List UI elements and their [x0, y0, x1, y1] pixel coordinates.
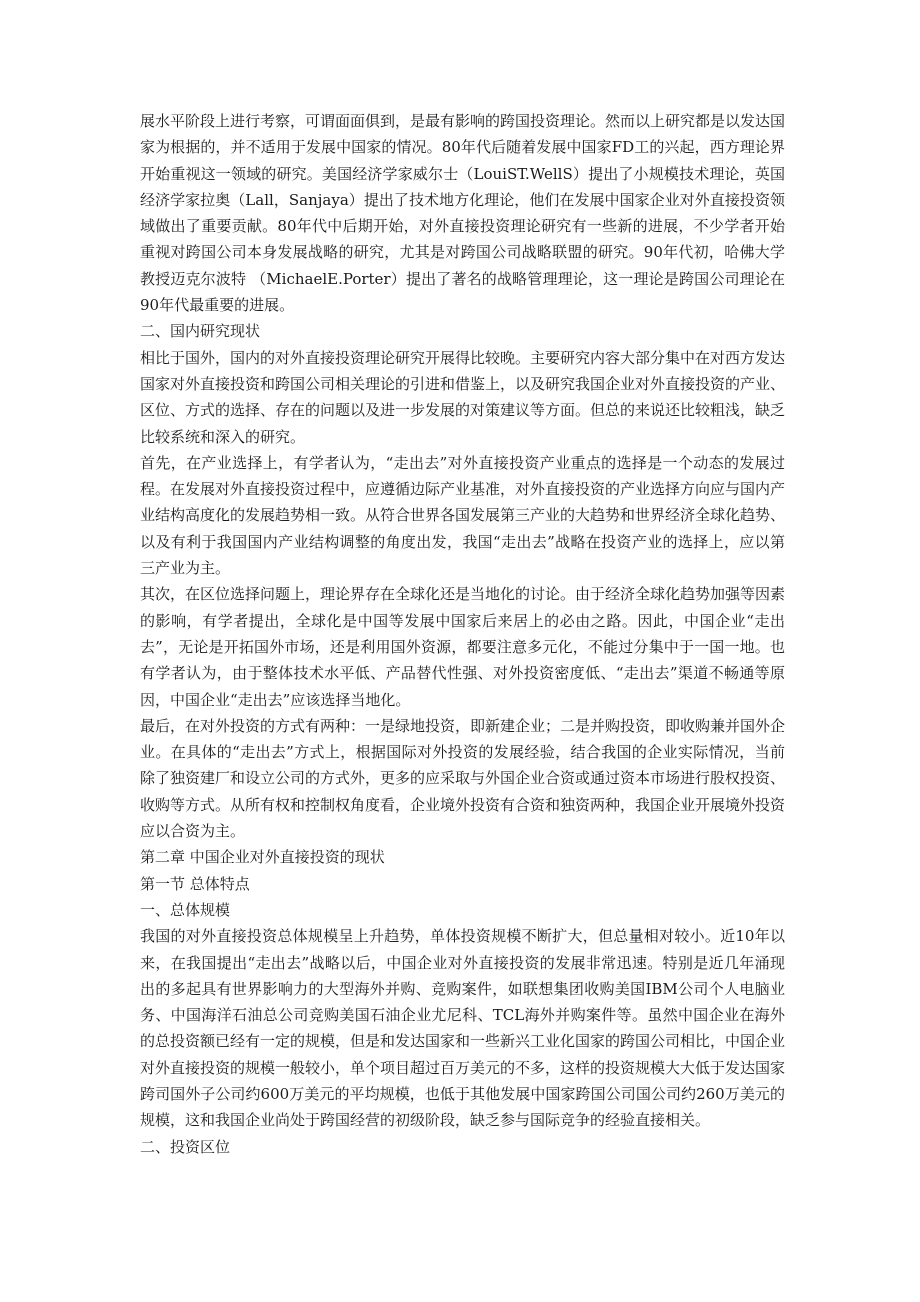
paragraph-overall-scale: 我国的对外直接投资总体规模呈上升趋势，单体投资规模不断扩大，但总量相对较小。近10年以来，在我国提出“走出去”战略以后，中国企业对外直接投资的发展非常迅速。特别是近几年涌现出的多起具有世界影响力的大型海外并购、竞购案件，如联想集团收购美国IBM公司个人电脑业务、中国海洋石油总公司竞购美国石油企业尤尼科、TCL海外并购案件等。虽然中国企业在海外的总投资额已经有一定的规模，但是和发达国家和一些新兴工业化国家的跨国公司相比，中国企业对外直接投资的规模一般较小，单个项目超过百万美元的不多，这样的投资规模大大低于发达国家跨司国外子公司约600万美元的平均规模，也低于其他发展中国家跨国公司国公司约260万美元的规模，这和我国企业尚处于跨国经营的初级阶段，缺乏参与国际竞争的经验直接相关。 — [140, 927, 786, 1130]
paragraph-theory-overview: 展水平阶段上进行考察，可谓面面俱到，是最有影响的跨国投资理论。然而以上研究都是以发达国家为根据的，并不适用于发展中国家的情况。80年代后随着发展中国家FD工的兴起，西方理论界开始重视这一领域的研究。美国经济学家威尔士（LouiST.WellS）提出了小规模技术理论，英国经济学家拉奥（Lall，Sanjaya）提出了技术地方化理论，他们在发展中国家企业对外直接投资领域做出了重要贡献。80年代中后期开始，对外直接投资理论研究有一些新的进展，不少学者开始重视对跨国公司本身发展战略的研究，尤其是对跨国公司战略联盟的研究。90年代初，哈佛大学教授迈克尔波特 （MichaelE.Porter）提出了著名的战略管理理论，这一理论是跨国公司理论在90年代最重要的进展。 — [140, 112, 786, 315]
paragraph-industry-selection: 首先，在产业选择上，有学者认为，“走出去”对外直接投资产业重点的选择是一个动态的发展过程。在发展对外直接投资过程中，应遵循边际产业基准，对外直接投资的产业选择方向应与国内产业结构高度化的发展趋势相一致。从符合世界各国发展第三产业的大趋势和世界经济全球化趋势、以及有利于我国国内产业结构调整的角度出发，我国“走出去”战略在投资产业的选择上，应以第三产业为主。 — [140, 453, 786, 578]
paragraph-investment-mode: 最后，在对外投资的方式有两种：一是绿地投资，即新建企业；二是并购投资，即收购兼并国外企业。在具体的“走出去”方式上，根据国际对外投资的发展经验，结合我国的企业实际情况，当前除了独资建厂和设立公司的方式外，更多的应采取与外国企业合资或通过资本市场进行股权投资、收购等方式。从所有权和控制权角度看，企业境外投资有合资和独资两种，我国企业开展境外投资应以合资为主。 — [140, 716, 786, 841]
paragraph-location-selection: 其次，在区位选择问题上，理论界存在全球化还是当地化的讨论。由于经济全球化趋势加强等因素的影响，有学者提出，全球化是中国等发展中国家后来居上的必由之路。因此，中国企业“走出去”，无论是开拓国外市场，还是利用国外资源，都要注意多元化，不能过分集中于一国一地。也有学者认为，由于整体技术水平低、产品替代性强、对外投资密度低、“走出去”渠道不畅通等原因，中国企业“走出去”应该选择当地化。 — [140, 585, 786, 709]
section-heading-domestic-research: 二、国内研究现状 — [140, 322, 261, 341]
subsection-heading-investment-location: 二、投资区位 — [140, 1137, 231, 1156]
paragraph-domestic-research: 相比于国外，国内的对外直接投资理论研究开展得比较晚。主要研究内容大部分集中在对西方发达国家对外直接投资和跨国公司相关理论的引进和借鉴上，以及研究我国企业对外直接投资的产业、区位、方式的选择、存在的问题以及进一步发展的对策建议等方面。但总的来说还比较粗浅，缺乏比较系统和深入的研究。 — [140, 348, 786, 446]
document-page — [140, 108, 785, 1160]
subsection-heading-overall-scale: 一、总体规模 — [140, 900, 231, 919]
section-heading-overall-features: 第一节 总体特点 — [140, 874, 250, 893]
chapter-heading: 第二章 中国企业对外直接投资的现状 — [140, 848, 385, 867]
